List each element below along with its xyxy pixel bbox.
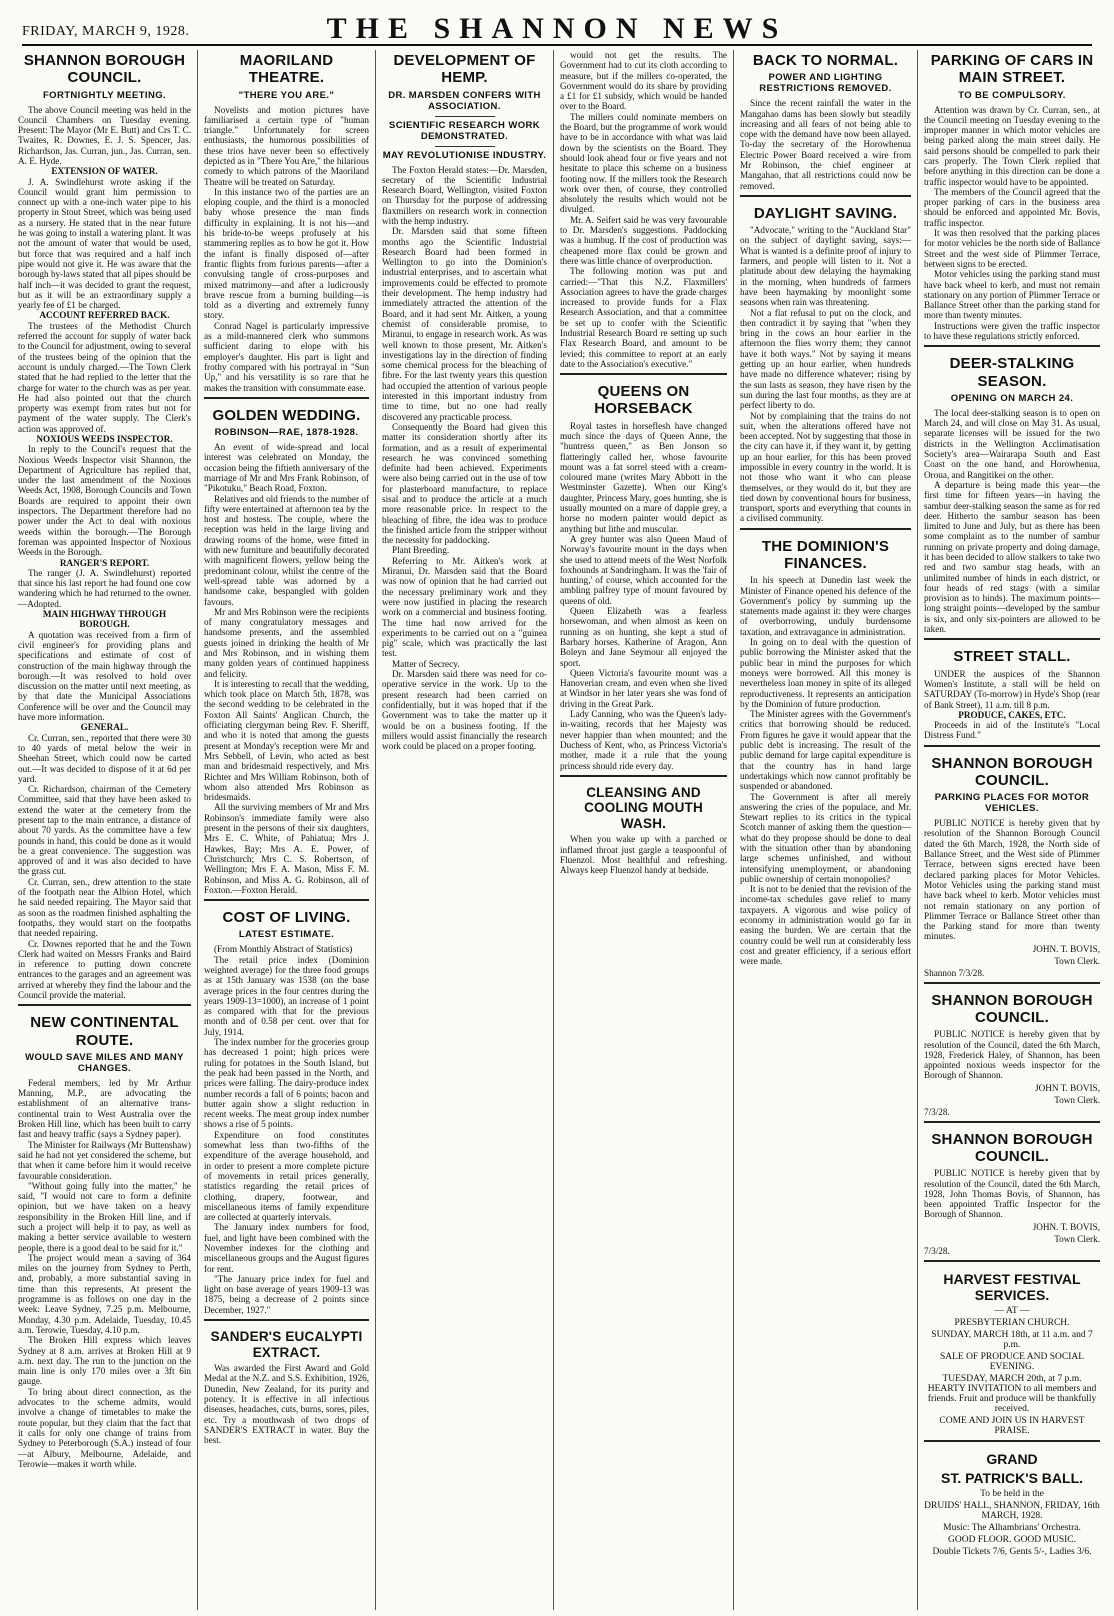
paragraph: J. A. Swindlehurst wrote asking if the Council would grant him permission to connect up with a one-inch water pipe to his property in Stout Street, which was being used as a nursery. He stated that in the near future he was going to install a watering plant. It was not the amount of water that would be used, but force that was required and a half inch pipe would not give it. He was aware that the borough by-laws stated that all pipes should be half inch—it was decided to grant the request, but as it will be an extraordinary supply a yearly fee of £1 be charged. bbox=[18, 176, 191, 311]
paragraph: Novelists and motion pictures have familiarised a certain type of "human triangle." Unfortunately for screen enthusiasts, the humorous possibilities of these trios have never been so effectively depicted as in "There You Are," the hilarious comedy to which patrons of the Maoriland Theatre will be treated on Saturday. bbox=[204, 104, 369, 187]
advert-text: When you wake up with a parched or inflamed throat just gargle a teaspoonful of Fluenzol. Most healthful and refreshing. Always keep Fluenzol handy at bedside. bbox=[560, 834, 727, 876]
paragraph: Expenditure on food constitutes somewhat less than two-fifths of the expenditure of the average household, and in order to present a more complete picture of movements in retail prices generally, statistics regarding the retail prices of clothing, drapery, footwear, and miscellaneous items of family expenditure are collected at quarterly intervals. bbox=[204, 1129, 369, 1223]
notice-text: PUBLIC NOTICE is hereby given that by resolution of the Shannon Borough Council dated the 6th March, 1928, the North side of Ballance Street, and the West side of Plimmer Terrace, between signs erected have been declared parking places for Motor Vehicles. Motor Vehicles using the parking stand must have back wheel to kerb. Motor vehicles must not remain stationary on any portion of Plimmer Terrace or Ballance Street other than the Parking stand for more than twenty minutes. bbox=[924, 818, 1100, 942]
headline: COST OF LIVING. bbox=[222, 909, 351, 927]
paragraph: The Minister agrees with the Government's critics that borrowing should be reduced. From figures he gave it would appear that the public debt is increasing. The result of the public demand for large capital expenditure is that the country has in hand large undertakings which now cannot profitably be suspended or abandoned. bbox=[740, 709, 911, 792]
advert-line: Double Tickets 7/6, Gents 5/-, Ladies 3/6. bbox=[932, 1546, 1092, 1557]
advert-line: SUNDAY, MARCH 18th, at 11 a.m. and 7 p.m. bbox=[931, 1329, 1093, 1350]
paragraph: "The January price index for fuel and light on base average of years 1909-13 was 1875, being a decrease of 2 points since December, 1927." bbox=[204, 1273, 369, 1315]
paragraph: Motor vehicles using the parking stand must have back wheel to kerb, and must not remain stationary on any portion of Plimmer Terrace or Ballance Street other than the parking stand for more than twenty minutes. bbox=[924, 269, 1100, 321]
article-cost-of-living bbox=[204, 899, 369, 1315]
advert-headline: HARVEST FESTIVAL SERVICES. bbox=[943, 1270, 1081, 1303]
paragraph: The index number for the groceries group has decreased 1 point; high prices were ruling for potatoes in the South Island, but the peak had been passed in the North, and prices were falling. The dairy-produce index number records a fall of 6 points; bacon and butter again show a slight reduction in recent weeks. The meat group index number shows a rise of 5 points. bbox=[204, 1037, 369, 1130]
article-body bbox=[382, 165, 547, 752]
subheadline: PARKING PLACES FOR MOTOR VEHICLES. bbox=[934, 792, 1090, 815]
paragraph: It is interesting to recall that the wedding, which took place on March 5th, 1878, was the second wedding to be celebrated in the Foxton All Saints' Anglican Church, the officiating clergyman being Rev. F. Sheriff, and who it is noted that among the guests present at Monday's reception were Mr and Mrs Sebbell, of Levin, who acted as best man and bridesmaid respectively, and Mrs Richter and Mrs William Robinson, both of whom also attended Mrs Robinson as bridesmaids. bbox=[204, 678, 369, 803]
paragraph: In reply to the Council's request that the Noxious Weeds Inspector visit Shannon, the Department of Agriculture has replied that, under the last amendment of the Noxious Weeds Act, 1908, Borough Councils and Town Boards are required to appoint their own inspectors. The Department therefore had no power under the Act to deal with noxious weeds within the borough.—The Borough foreman was appointed Inspector of Noxious Weeds in the Borough. bbox=[18, 444, 191, 558]
paragraph: RANGER'S REPORT. bbox=[59, 557, 150, 568]
article-queens-on-horseback bbox=[560, 373, 727, 771]
subheadline: ROBINSON—RAE, 1878-1928. bbox=[214, 427, 359, 439]
advert-line: TUESDAY, MARCH 20th, at 7 p.m. HEARTY INVITATION to all members and friends. Fruit and produce will be thankfully received. bbox=[927, 1373, 1097, 1414]
paragraph: "Advocate," writing to the "Auckland Star" on the subject of daylight saving, says:—What is wanted is a definite proof of injury to farmers, and people will listen to it. Not a platitude about dew delaying the haymaking in the morning, when hundreds of farmers have been haymaking by moonlight some seasons when rain was threatening. bbox=[740, 225, 911, 308]
advert-line: DRUIDS' HALL, SHANNON, FRIDAY, 16th MARCH, 1928. bbox=[924, 1500, 1100, 1521]
paragraph: Matter of Secrecy. bbox=[392, 658, 460, 669]
article-deer-stalking bbox=[924, 345, 1100, 634]
notice-line: Proceeds in aid of the Institute's "Local Distress Fund." bbox=[924, 720, 1100, 741]
advert-line: To be held in the bbox=[980, 1488, 1044, 1499]
paragraph: Referring to Mr. Aitken's work at Miranui, Dr. Marsden said that the Board was now of opinion that he had carried out the necessary preliminary work and they were now justified in placing the research work on a commercial and business footing. The time had now arrived for the experiments to be carried out on a "guinea pig" scale, which was practically the last test. bbox=[382, 555, 547, 659]
paragraph: It was then resolved that the parking places for motor vehicles be the north side of Ballance Street and the west side of Plimmer Terrace, between signs to be erected. bbox=[924, 228, 1100, 269]
paragraph: Cr. Curran, sen., drew attention to the state of the footpath near the Albion Hotel, which he said needed repairing. The Mayor said that as soon as the roadmen finished asphalting the footpaths, they would start on the footpaths that needed repairing. bbox=[18, 876, 191, 939]
masthead bbox=[22, 8, 1092, 46]
article-body bbox=[740, 225, 911, 524]
paragraph: Not a flat refusal to put on the clock, and then contradict it by saying that "when they bring in the cows an hour earlier in the afternoon the flies worry them; they cannot have it both ways." Not by saying it means getting up an hour earlier, when hundreds have made no difference whatever; rising by the sun lasts as season, they have risen by the sun during the last four months, as they are at perfect liberty to do. bbox=[740, 307, 911, 411]
column-5 bbox=[734, 50, 918, 1610]
issue-date: FRIDAY, MARCH 9, 1928. bbox=[22, 24, 190, 39]
headline: PARKING OF CARS IN MAIN STREET. bbox=[930, 52, 1094, 87]
advert-text: Was awarded the First Award and Gold Medal at the N.Z. and S.S. Exhibition, 1926, Dunedin, New Zealand, for its purity and potency. It is effective in all infectious diseases, headaches, cuts, burns, sores, piles, etc. Try a mouthwash of two drops of SANDER'S EXTRACT in water. Buy the best. bbox=[204, 1363, 369, 1446]
signature-title: Town Clerk. bbox=[1054, 955, 1100, 966]
paragraph: Not by complaining that the trains do not suit, when the alterations offered have not been accepted. Not by suggesting that those in the city can have it, if they want it, by getting up an hour earlier, for this has been proved impossible in every country in the world. It is not those who want it who can please themselves, or they would do it, but they are tied down by conventional hours for business, transport, sports and everything that counts in a civilised community. bbox=[740, 410, 911, 524]
advert-line: COME AND JOIN US IN HARVEST PRAISE. bbox=[939, 1415, 1085, 1436]
paragraph: It is not to be denied that the revision of the income-tax schedules gave relief to many taxpayers. A vigorous and wise policy of economy in administration would go far in easing the burden. We are certain that the country could be well run at considerably less cost and greater efficiency, if a serious effort were made. bbox=[740, 884, 911, 967]
paragraph: Cr. Downes reported that he and the Town Clerk had waited on Messrs Franks and Baird in reference to putting down concrete entrances to the garages and an agreement was arrived at whereby they find the labour and the Council provide the material. bbox=[18, 938, 191, 1001]
subheadline: OPENING ON MARCH 24. bbox=[950, 392, 1074, 404]
paragraph: Relatives and old friends to the number of fifty were entertained at afternoon tea by the host and hostess. The couple, where the reception was held in the large living and drawing rooms of the home, were fitted in with new furniture and beautifully decorated with magnificent flowers, yellow being the predominant colour, whilst the centre of the well-spread table was adorned by a handsome cake, bespangled with golden favours. bbox=[204, 493, 369, 607]
paragraph: The Broken Hill express which leaves Sydney at 8 a.m. arrives at Broken Hill at 9 a.m. next day. The run to the junction on the main line is only 170 miles over a 3ft 6in gauge. bbox=[18, 1335, 191, 1387]
signature: JOHN. T. BOVIS, bbox=[1032, 943, 1100, 954]
article-parking-of-cars bbox=[924, 52, 1100, 341]
headline: QUEENS ON HORSEBACK bbox=[594, 383, 693, 418]
headline: NEW CONTINENTAL ROUTE. bbox=[30, 1014, 179, 1049]
headline: DEER-STALKING SEASON. bbox=[949, 355, 1075, 390]
paragraph: "Without going fully into the matter," he said, "I would not care to form a definite opinion, but we have taken on a heavy responsibility in the Broken Hill line, and if such a project will help it to pay, as well as making a better service available to western people, there is a good deal to be said for it." bbox=[18, 1180, 191, 1253]
paragraph: GENERAL. bbox=[80, 722, 129, 733]
paragraph: Consequently the Board had given this matter its consideration shortly after its formation, and as a result of experimental research he was convinced something definite had been achieved. Experiments were also being carried out in the use of tow for plasterboard manufacture, to replace sisal and to produce the article at a much more reasonable price. In respect to the bleaching of fibre, the idea was to produce the finished article from the stripper without the necessity for paddocking. bbox=[382, 421, 547, 546]
paragraph: All the surviving members of Mr and Mrs Robinson's immediate family were also present in the persons of their six daughters, Mrs E. C. White, of Pahiatua; Mrs J. Hawkes, Bay; Mrs A. E. Power, of Christchurch; Mrs C. S. Robertson, of Wellington; Mrs F. A. Mason, Miss F. M. Robinson, and Miss A. G. Robinson, all of Foxton.—Foxton Herald. bbox=[204, 802, 369, 895]
article-maoriland-theatre bbox=[204, 52, 369, 393]
subheadline: WOULD SAVE MILES AND MANY CHANGES. bbox=[25, 1051, 184, 1074]
notice-parking-places bbox=[924, 745, 1100, 978]
paragraph: Royal tastes in horseflesh have changed much since the days of Queen Anne, the "huntress queen," as Ben Jonson so flatteringly called her, whose favourite mount was a fat sorrel steed with a cream-coloured mane (writes Mary Abbott in the Westminster Gazette). When our King's daughter, Princess Mary, goes hunting, she is usually mounted on a mare of dapple grey, a horse no modern painter would depict as anything but lithe and muscular. bbox=[560, 420, 727, 534]
article-body bbox=[18, 105, 191, 1001]
advert-harvest-festival bbox=[924, 1260, 1100, 1436]
paragraph: MAIN HIGHWAY THROUGH BOROUGH. bbox=[42, 609, 167, 630]
advert-headline: SANDER'S EUCALYPTI EXTRACT. bbox=[210, 1329, 363, 1360]
headline: GOLDEN WEDDING. bbox=[212, 406, 361, 424]
article-back-to-normal bbox=[740, 52, 911, 191]
headline: DEVELOPMENT OF HEMP. bbox=[393, 52, 536, 87]
signature: JOHN T. BOVIS, bbox=[1035, 1082, 1100, 1093]
headline: DAYLIGHT SAVING. bbox=[753, 204, 898, 222]
column-4 bbox=[554, 50, 734, 1610]
headline: SHANNON BOROUGH COUNCIL. bbox=[931, 1130, 1093, 1165]
subheadline: DR. MARSDEN CONFERS WITH ASSOCIATION. bbox=[388, 89, 541, 112]
column-3 bbox=[376, 50, 554, 1610]
notice-body bbox=[924, 1168, 1100, 1219]
notice-traffic-inspector bbox=[924, 1121, 1100, 1256]
paragraph: The following motion was put and carried:—"That this N.Z. Flaxmillers' Association agrees to have the grade charges increased to provide funds for a Flax Research Association, and that a committee be set up to confer with the Scientific Industrial Research Board re setting up such Flax Research Board, and amount to be levied; this committee to report at an early date to the Association's executive." bbox=[560, 266, 727, 369]
article-daylight-saving bbox=[740, 195, 911, 524]
advert-line: Music: The Alhambrians' Orchestra. bbox=[943, 1522, 1081, 1533]
paragraph: (From Monthly Abstract of Statistics) bbox=[214, 944, 353, 955]
advert-line: PRESBYTERIAN CHURCH. bbox=[954, 1317, 1070, 1328]
subheadline: FORTNIGHTLY MEETING. bbox=[42, 89, 167, 101]
article-body bbox=[924, 408, 1100, 635]
headline: MAORILAND THEATRE. bbox=[239, 52, 334, 87]
headline: THE DOMINION'S FINANCES. bbox=[761, 537, 890, 573]
notice-text: PUBLIC NOTICE is hereby given that by resolution of the Council, dated the 6th March, 1928, Frederick Haley, of Shannon, has been appointed noxious weeds inspector for the Borough of Shannon. bbox=[924, 1029, 1100, 1081]
paragraph: Conrad Nagel is particularly impressive as a mild-mannered clerk who summons sufficient daring to elope with his employer's daughter. His part is light and frothy compared with his portrayal in "Sun Up," and his versatility is so rare that he makes the transition with consummate ease. bbox=[204, 320, 369, 393]
article-body bbox=[18, 1078, 191, 1469]
article-continental-route bbox=[18, 1004, 191, 1469]
advert-body bbox=[560, 834, 727, 875]
article-development-of-hemp bbox=[382, 52, 547, 751]
notice-body bbox=[924, 1029, 1100, 1080]
notice-body bbox=[924, 818, 1100, 942]
headline: SHANNON BOROUGH COUNCIL. bbox=[931, 754, 1093, 789]
article-body bbox=[204, 944, 369, 1315]
notice-street-stall bbox=[924, 638, 1100, 740]
paragraph: The trustees of the Methodist Church referred the account for supply of water back to the Council for adjustment, owing to several of the trustees being of the opinion that the account is unduly charged.—The Town Clerk stated that he had replied to the letter that the charge for water to the church was as per year. He had also pointed out that the church property was exempt from rates but not for payment of the water supply. The Clerk's action was approved of. bbox=[18, 320, 191, 434]
notice-date: 7/3/28. bbox=[924, 1245, 950, 1256]
column-1 bbox=[12, 50, 198, 1610]
signature: JOHN. T. BOVIS, bbox=[1032, 1221, 1100, 1232]
paragraph: Cr. Richardson, chairman of the Cemetery Committee, said that they have been asked to extend the water at the cemetery from the present tap to the main entrance, a distance of about 70 yards. As the committee have a few pounds in hand, this could be done as it would be a great convenience. The suggestion was approved of and it was also decided to have the grass cut. bbox=[18, 784, 191, 877]
notice-date: Shannon 7/3/28. bbox=[924, 967, 985, 978]
advert-body bbox=[204, 1363, 369, 1445]
article-body bbox=[204, 442, 369, 895]
notice-text: UNDER the auspices of the Shannon Women's Institute, a stall will be held on SATURDAY (To-morrow) in Hyde's Shop (rear of Bank Street), 11 a.m. till 8 p.m. bbox=[924, 668, 1100, 710]
advert-line: SALE OF PRODUCE AND SOCIAL EVENING. bbox=[939, 1351, 1085, 1372]
signature-title: Town Clerk. bbox=[1054, 1094, 1100, 1105]
article-hemp-continued bbox=[560, 50, 727, 369]
subheadline: TO BE COMPULSORY. bbox=[958, 89, 1066, 101]
paragraph: Queen Victoria's favourite mount was a Hanoverian cream, and even when she lived at Windsor in her later years she was fond of driving in the Great Park. bbox=[560, 667, 727, 709]
paragraph: Plant Breeding. bbox=[392, 545, 450, 556]
advert-line: GOOD FLOOR. GOOD MUSIC. bbox=[948, 1534, 1076, 1545]
advert-mouth-wash bbox=[560, 775, 727, 876]
paragraph: In this instance two of the parties are an eloping couple, and the third is a monocled baby whose presence the man finds difficulty in explaining. It is not his—and his bride-to-be weeps profusely at his stammering replies as to how he got it. How the infant is finally disposed of—after frantic flights from furious parents—after a convulsing tangle of cross-purposes and mixed matrimony—and after a ludicrously brave rescue from a burning building—is told as a diverting and extremely funny story. bbox=[204, 186, 369, 321]
paragraph: EXTENSION OF WATER. bbox=[51, 166, 158, 177]
paragraph: To bring about direct connection, as the advocates to the scheme admits, would involve a change of timetables to make the route popular, but they claim that the fact that it calls for only one change of trains from Sydney to Peterborough (S.A.) instead of four—at Albury, Melbourne, Adelaide, and Terowie—makes it worth while. bbox=[18, 1386, 191, 1469]
paragraph: would not get the results. The Government had to cut its cloth according to measure, but if the millers co-operated, the Government would do its share by providing a £1 for £1 subsidy, which would be handed over to the Board. bbox=[560, 50, 727, 112]
paragraph: A grey hunter was also Queen Maud of Norway's favourite mount in the days when she used to attend meets of the West Norfolk foxhounds at Sandringham. It was the 'fair of hunting,' of course, which accounted for the ambling palfrey type of mount favoured by queens of old. bbox=[560, 533, 727, 606]
paragraph: NOXIOUS WEEDS INSPECTOR. bbox=[36, 434, 173, 444]
advert-headline: CLEANSING AND COOLING MOUTH WASH. bbox=[584, 784, 703, 831]
paragraph: Mr. A. Seifert said he was very favourable to Dr. Marsden's suggestions. Paddocking was a humbug. If the cost of production was cheapened more flax could be grown and there was little chance of overproduction. bbox=[560, 214, 727, 266]
paragraph: An event of wide-spread and local interest was celebrated on Monday, the occasion being the fiftieth anniversary of the marriage of Mr and Mrs Frank Robinson, of "Pikotuku," Beach Road, Foxton. bbox=[204, 442, 369, 494]
headline: BACK TO NORMAL. bbox=[752, 52, 899, 69]
paragraph: ACCOUNT REFERRED BACK. bbox=[39, 310, 170, 321]
advert-sanders-extract bbox=[204, 1319, 369, 1445]
article-body bbox=[560, 421, 727, 771]
paragraph: The January index numbers for food, fuel, and light have been combined with the November indexes for the clothing and miscellaneous groups and the August figures for rent. bbox=[204, 1222, 369, 1274]
notice-date: 7/3/28. bbox=[924, 1106, 950, 1117]
paragraph: The ranger (J. A. Swindlehurst) reported that since his last report he had found one cow wandering which he had returned to the owner.—Adopted. bbox=[18, 567, 191, 609]
paragraph: Queen Elizabeth was a fearless horsewoman, and when almost as keen on running as on hunting, she kept a stud of Barbary horses. Katherine of Aragon, Ann Boleyn and Jane Seymour all enjoyed the sport. bbox=[560, 606, 727, 668]
paragraph: The above Council meeting was held in the Council Chambers on Tuesday evening. Present: The Mayor (Mr E. Butt) and Crs T. C. Twaites, R. Downes, E. J. S. Spencer, Jas. Richardson, Jas. Curran, jun., Jas. Curran, sen. A. E. Hyde. bbox=[18, 104, 191, 166]
notice-noxious-weeds bbox=[924, 982, 1100, 1117]
paragraph: A departure is being made this year—the first time for fifteen years—in having the sambur deer-stalking season the same as for red deer. Hitherto the sambur season has been limited to June and July, but as there has been some complaint as to the number of sambur running on private property and doing damage, it has been decided to allow stalkers to take two red and two sambur stag heads, with an unlimited number of hinds in each district, or four heads of red stags (with a similar provision as to hinds). The maximum points—long straight points—developed by the sambur is six, and only six-pointers are allowed to be taken. bbox=[924, 479, 1100, 635]
headline: SHANNON BOROUGH COUNCIL. bbox=[23, 52, 186, 87]
subheadline: LATEST ESTIMATE. bbox=[238, 929, 335, 941]
paragraph: In going on to deal with the question of public borrowing the Minister asked that the public bear in mind the purposes for which moneys were borrowed. All this money is nevertheless loan money in spite of its alleged reproductiveness. It represents an anticipation by the Dominion of future production. bbox=[740, 637, 911, 709]
paragraph: The Government is after all merely answering the cries of the populace, and Mr. Stewart replies to its critics in the typical Scotch manner of asking them the question—what do they propose should be done to deal with the situation other than by abandoning large schemes unfinished, and without intensifying unemployment, or abandoning public ownership of certain monopolies? bbox=[740, 791, 911, 884]
column-6 bbox=[918, 50, 1106, 1610]
paragraph: The Minister for Railways (Mr Buttenshaw) said he had not yet considered the scheme, but that when it came before him it would receive favourable consideration. bbox=[18, 1139, 191, 1181]
article-dominions-finances bbox=[740, 528, 911, 967]
paragraph: Dr. Marsden said there was need for co-operative service in the work. Up to the present research had been carried on confidentially, but it was hoped that if the Government was to take the matter up it would be on a business footing. If the millers would assist financially the research work could be placed on a proper footing. bbox=[382, 669, 547, 752]
headline: SHANNON BOROUGH COUNCIL. bbox=[931, 991, 1093, 1026]
paragraph: Federal members, led by Mr Arthur Manning, M.P., are advocating the establishment of an alternative trans-continental train to West Australia over the Broken Hill line, which has been built to carry fast and heavy traffic (says a Sydney paper). bbox=[18, 1077, 191, 1140]
subheadline: "THERE YOU ARE." bbox=[238, 89, 335, 101]
divider bbox=[435, 146, 495, 147]
paragraph: A quotation was received from a firm of civil engineer's for providing plans and specifications and estimate of cost of construction of the main highway through the borough.—It was resolved to hold over discussion on the matter until next meeting, as by that date the Municipal Associations Conference will be over and the Council may have more information. bbox=[18, 629, 191, 723]
notice-text: PUBLIC NOTICE is hereby given that by resolution of the Council, dated the 6th March, 1928, John Thomas Bovis, of Shannon, has been appointed Traffic Inspector for the Borough of Shannon. bbox=[924, 1168, 1100, 1220]
paragraph: Cr. Curran, sen., reported that there were 30 to 40 yards of metal below the weir in Sheehan Street, which could now be carted out.—It was decided to dispose of it at 6d per yard. bbox=[18, 732, 191, 784]
advert-headline-2: ST. PATRICK'S BALL. bbox=[940, 1469, 1084, 1486]
paragraph: Mr and Mrs Robinson were the recipients of many congratulatory messages and handsome presents, and the assembled guests joined in drinking the health of Mr and Mrs Robinson, and in wishing them many golden years of continued happiness and felicity. bbox=[204, 606, 369, 679]
notice-line: PRODUCE, CAKES, ETC. bbox=[958, 709, 1066, 720]
article-body bbox=[740, 575, 911, 966]
paragraph: Since the recent rainfall the water in the Mangahao dams has been slowly but steadily increasing and all fears of not being able to cope with the demand have now been allayed. To-day the secretary of the Horowhenua Electric Power Board received a wire from Mr Robinson, the chief engineer at Mangahao, that all restrictions could now be removed. bbox=[740, 98, 911, 191]
paragraph: The Foxton Herald states:—Dr. Marsden, secretary of the Scientific Industrial Research Board, Wellington, visited Foxton on Thursday for the purpose of addressing flaxmillers on research work in connection with the hemp industry. bbox=[382, 164, 547, 226]
divider bbox=[435, 116, 495, 117]
signature-title: Town Clerk. bbox=[1054, 1233, 1100, 1244]
paragraph: Attention was drawn by Cr. Curran, sen., at the Council meeting on Tuesday evening to the improper manner in which motor vehicles are being parked along the main street daily. He said persons should be compelled to park their cars properly. The Town Clerk replied that before anything in this direction can be done a traffic inspector would have to be appointed. bbox=[924, 104, 1100, 187]
paragraph: Dr. Marsden said that some fifteen months ago the Scientific Industrial Research Board had been formed in Wellington to go into the Dominion's industrial enterprises, and to ascertain what improvements could be effected to promote their development. The hemp industry had immediately attracted the attention of the Board, and it had sent Mr. Aitken, a young chemist of considerable promise, to Miranui, to engage in research work. As was well known to those present, Mr. Aitken's investigations lay in the direction of finding some chemical process for the bleaching of fibre. For the last twenty years this question had occupied the attention of various people interested in this important industry from time to time, but no one had really discovered any practicable process. bbox=[382, 226, 547, 422]
subheadline: SCIENTIFIC RESEARCH WORK DEMONSTRATED. bbox=[388, 119, 541, 142]
newspaper-title: THE SHANNON NEWS bbox=[326, 12, 788, 45]
article-golden-wedding bbox=[204, 397, 369, 895]
paragraph: The members of the Council agreed that the proper parking of cars in the business area should be enforced and appointed Mr. Bovis, traffic inspector. bbox=[924, 186, 1100, 228]
advert-line: — AT — bbox=[994, 1305, 1030, 1316]
article-body bbox=[560, 50, 727, 369]
article-body bbox=[740, 98, 911, 191]
advert-st-patricks-ball bbox=[924, 1440, 1100, 1557]
headline: STREET STALL. bbox=[953, 648, 1071, 666]
advert-headline: GRAND bbox=[986, 1450, 1038, 1467]
paragraph: Instructions were given the traffic inspector to have these regulations strictly enforced. bbox=[924, 320, 1100, 342]
paragraph: The millers could nominate members on the Board, but the programme of work would have to be in accordance with what was laid down by the scientists on the Board. They should look ahead four or five years and not hesitate to place this scheme on a business footing now. If the millers took the Research work over then, of course, they controlled absolutely the results which would not be divulged. bbox=[560, 111, 727, 215]
paragraph: In his speech at Dunedin last week the Minister of Finance opened his defence of the Government's policy by summing up the statements made against it: they were charges of overborrowing, unduly burdensome taxation, and extravagance in administration. bbox=[740, 575, 911, 637]
notice-body bbox=[924, 669, 1100, 741]
article-body bbox=[204, 105, 369, 393]
paragraph: The local deer-stalking season is to open on March 24, and will close on May 31. As usual, separate licenses will be issued for the two districts in the Wellington Acclimatisation Society's area—Wairarapa South and East Coast on the one hand, and Horowhenua, Oroua, and Rangitikei on the other. bbox=[924, 407, 1100, 480]
paragraph: Lady Canning, who was the Queen's lady-in-waiting, records that her Majesty was never happier than when mounted; and the Duchess of Kent, who, as Princess Victoria's mother, made it a rule that the young princess should ride every day. bbox=[560, 709, 727, 771]
paragraph: The project would mean a saving of 364 miles on the journey from Sydney to Perth, and, probably, a more substantial saving in time than this represents. At present the programme is as follows on one day in the week: Leave Sydney, 7.25 p.m. Melbourne, Monday, 4.30 p.m. Adelaide, Tuesday, 10.45 a.m. Terowie, Tuesday, 4.10 p.m. bbox=[18, 1252, 191, 1335]
subheadline: POWER AND LIGHTING RESTRICTIONS REMOVED. bbox=[759, 72, 892, 95]
article-borough-council bbox=[18, 52, 191, 1000]
subheadline: MAY REVOLUTIONISE INDUSTRY. bbox=[382, 149, 547, 161]
column-2 bbox=[198, 50, 376, 1610]
article-body bbox=[924, 105, 1100, 342]
paragraph: The retail price index (Dominion weighted average) for the three food groups as at 15th January was 1538 (on the base average prices in the four centres during the years 1909-13=1000), an increase of 1 point as compared with that for the previous month and of 0.58 per cent. over that for July, 1914. bbox=[204, 954, 369, 1037]
